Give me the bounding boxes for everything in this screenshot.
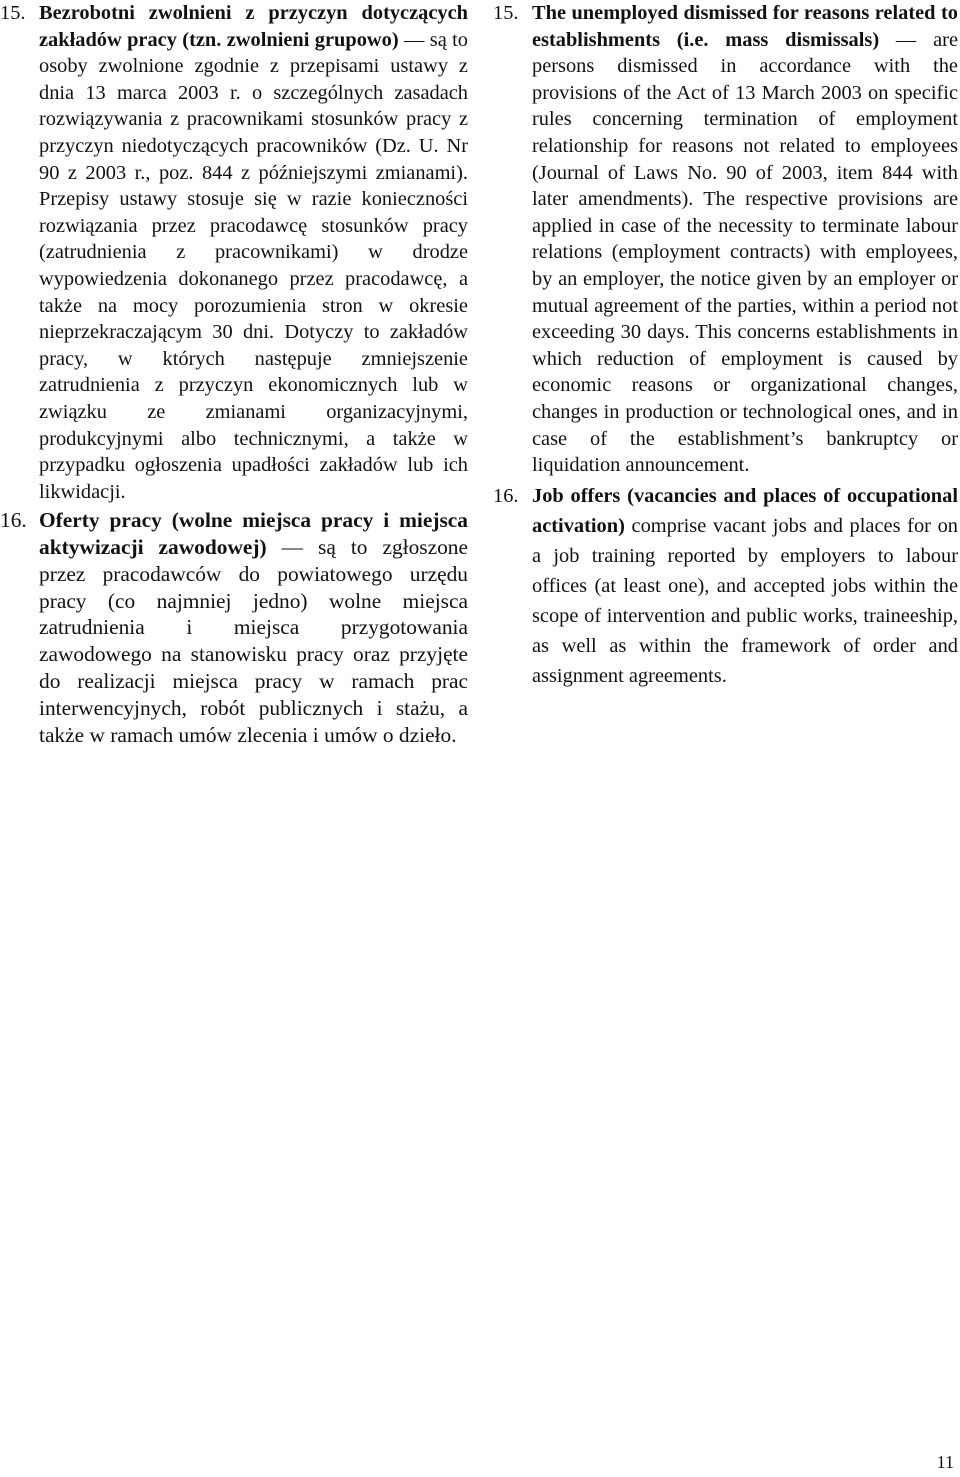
definition-16-en (493, 481, 958, 691)
term-heading: Oferty pracy (wolne miejsca pracy i miejsca aktywizacji zawodowej) (39, 508, 468, 560)
term-heading: Bezrobotni zwolnieni z przyczyn dotyczących zakładów pracy (tzn. zwolnieni grupowo) (39, 2, 468, 51)
definition-text: — są to zgłoszone przez pracodawców do powiatowego urzędu pracy (co najmniej jedno) wolne miejsca zatrudnienia i miejsca przygotowania zawodowego na stanowisku pracy oraz przyjęte do realizacji miejsca pracy w ramach prac interwencyjnych, robót publicznych i stażu, a także w ramach umów zlecenia i umów o dzieło. (39, 535, 468, 747)
item-number: 15. (0, 2, 26, 24)
polish-column (0, 0, 468, 748)
item-number: 16. (493, 484, 519, 507)
definition-text: — are persons dismissed in accordance with the provisions of the Act of 13 March 2003 on specific rules concerning termination of employment relationship for reasons not related to employees (Journal of Laws No. 90 of 2003, item 844 with later amendments). The respective provisions are applied in case of the necessity to terminate labour relations (employment contracts) with employees, by an employer, the notice given by an employer or mutual agreement of the parties, within a period not exceeding 30 days. This concerns establishments in which reduction of employment is caused by economic reasons or organizational changes, changes in production or technological ones, and in case of the establishment’s bankruptcy or liquidation announcement. (532, 28, 958, 477)
definition-text: comprise vacant jobs and places for on a job training reported by employers to labour offices (at least one), and accepted jobs within the scope of intervention and public works, traineeship, as well as within the framework of order and assignment agreements. (532, 514, 958, 687)
definition-15-en (493, 0, 958, 479)
term-heading: Job offers (vacancies and places of occupational activation) (532, 484, 958, 537)
item-number: 15. (493, 2, 519, 24)
definition-15-pl (0, 0, 468, 505)
page-number: 11 (936, 1452, 954, 1472)
term-heading: The unemployed dismissed for reasons related to establishments (i.e. mass dismissals) (532, 2, 958, 51)
english-column (493, 0, 958, 691)
item-number: 16. (0, 508, 27, 533)
definition-text: — są to osoby zwolnione zgodnie z przepisami ustawy z dnia 13 marca 2003 r. o szczególnych zasadach rozwiązywania z pracownikami stosunków pracy z przyczyn niedotyczących pracowników (Dz. U. Nr 90 z 2003 r., poz. 844 z późniejszymi zmianami). Przepisy ustawy stosuje się w razie konieczności rozwiązania przez pracodawcę stosunków pracy (zatrudnienia z pracownikami) w drodze wypowiedzenia dokonanego przez pracodawcę, a także na mocy porozumienia stron w okresie nieprzekraczającym 30 dni. Dotyczy to zakładów pracy, w których następuje zmniejszenie zatrudnienia z przyczyn ekonomicznych lub w związku ze zmianami organizacyjnymi, produkcyjnymi albo technicznymi, a także w przypadku ogłoszenia upadłości zakładów lub ich likwidacji. (39, 28, 469, 503)
definition-16-pl (0, 507, 468, 748)
